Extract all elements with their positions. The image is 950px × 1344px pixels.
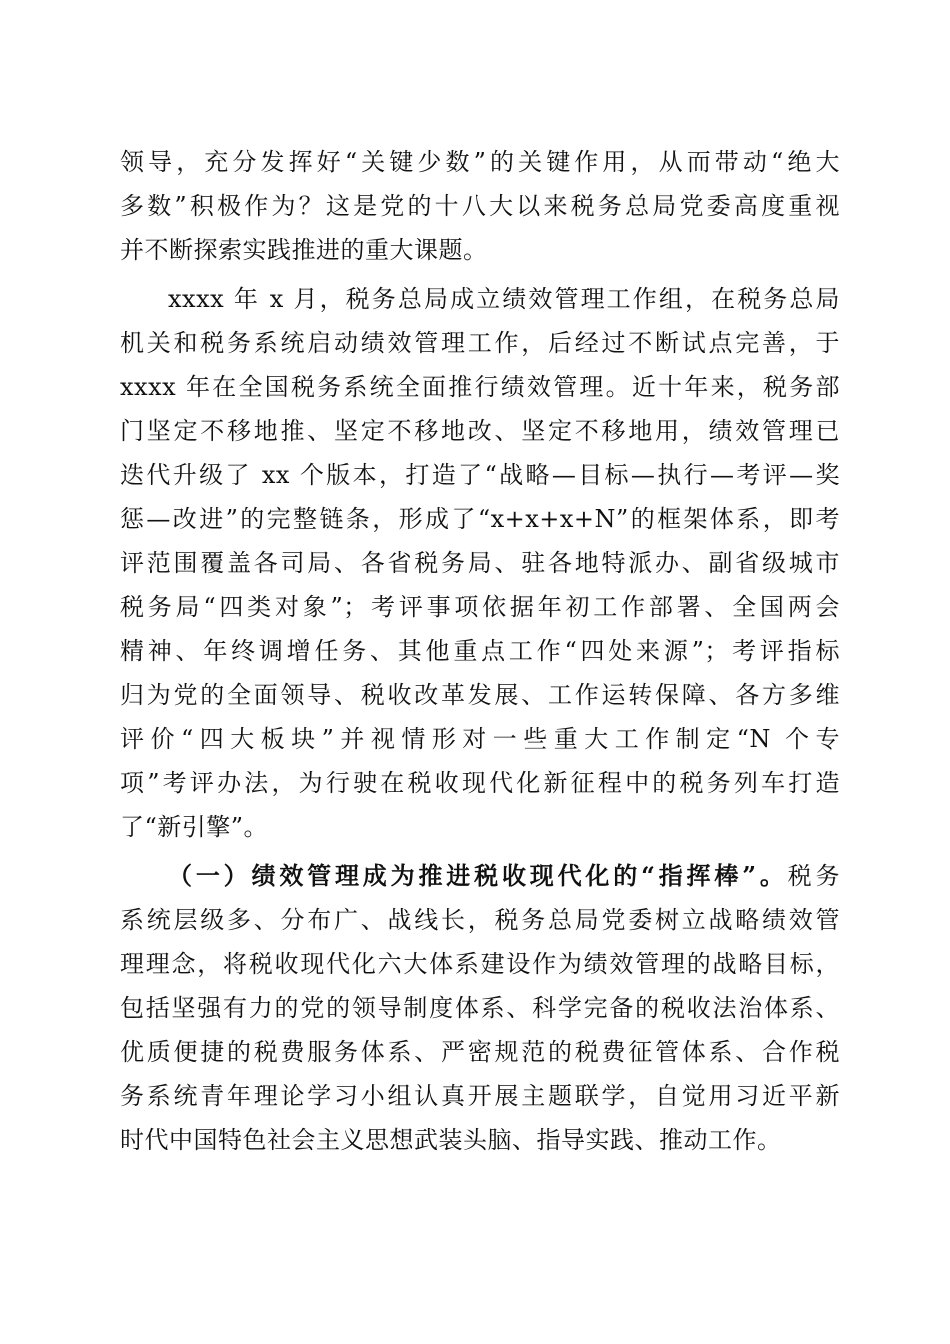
section-heading-line	[168, 854, 840, 898]
paragraph-line: 并不断探索实践推进的重大课题。	[120, 236, 488, 264]
paragraph-line: 理理念，将税收现代化六大体系建设作为绩效管理的战略目标，	[120, 950, 840, 978]
paragraph-line: 时代中国特色社会主义思想武装头脑、指导实践、推动工作。	[120, 1126, 782, 1154]
paragraph-line: 优质便捷的税费服务体系、严密规范的税费征管体系、合作税	[120, 1038, 840, 1066]
paragraph-text: 税务	[787, 862, 841, 890]
paragraph-line: 包括坚强有力的党的领导制度体系、科学完备的税收法治体系、	[120, 994, 840, 1022]
paragraph-line: xxxx 年在全国税务系统全面推行绩效管理。近十年来，税务部	[120, 373, 840, 401]
paragraph-line: 评价“四大板块”并视情形对一些重大工作制定“N 个专	[120, 725, 840, 753]
paragraph-line: 评范围覆盖各司局、各省税务局、驻各地特派办、副省级城市	[120, 549, 840, 577]
paragraph-line: 迭代升级了 xx 个版本，打造了“战略—目标—执行—考评—奖	[120, 461, 840, 489]
paragraph-line: 惩—改进”的完整链条，形成了“x+x+x+N”的框架体系，即考	[120, 505, 840, 533]
paragraph-line: 了“新引擎”。	[120, 813, 269, 841]
paragraph-line: 项”考评办法，为行驶在税收现代化新征程中的税务列车打造	[120, 769, 840, 797]
paragraph-line: 门坚定不移地推、坚定不移地改、坚定不移地用，绩效管理已	[120, 417, 840, 445]
paragraph-line: xxxx 年 x 月，税务总局成立绩效管理工作组，在税务总局	[168, 285, 840, 313]
paragraph-line: 精神、年终调增任务、其他重点工作“四处来源”；考评指标	[120, 637, 840, 665]
paragraph-line: 归为党的全面领导、税收改革发展、工作运转保障、各方多维	[120, 681, 840, 709]
section-heading: （一）绩效管理成为推进税收现代化的“指挥棒”。	[168, 861, 788, 890]
paragraph-line: 多数”积极作为？这是党的十八大以来税务总局党委高度重视	[120, 192, 840, 220]
paragraph-line: 务系统青年理论学习小组认真开展主题联学，自觉用习近平新	[120, 1082, 840, 1110]
paragraph-line: 税务局“四类对象”；考评事项依据年初工作部署、全国两会	[120, 593, 840, 621]
paragraph-line: 机关和税务系统启动绩效管理工作，后经过不断试点完善，于	[120, 329, 840, 357]
paragraph-line: 领导，充分发挥好“关键少数”的关键作用，从而带动“绝大	[120, 148, 840, 176]
paragraph-line: 系统层级多、分布广、战线长，税务总局党委树立战略绩效管	[120, 906, 840, 934]
